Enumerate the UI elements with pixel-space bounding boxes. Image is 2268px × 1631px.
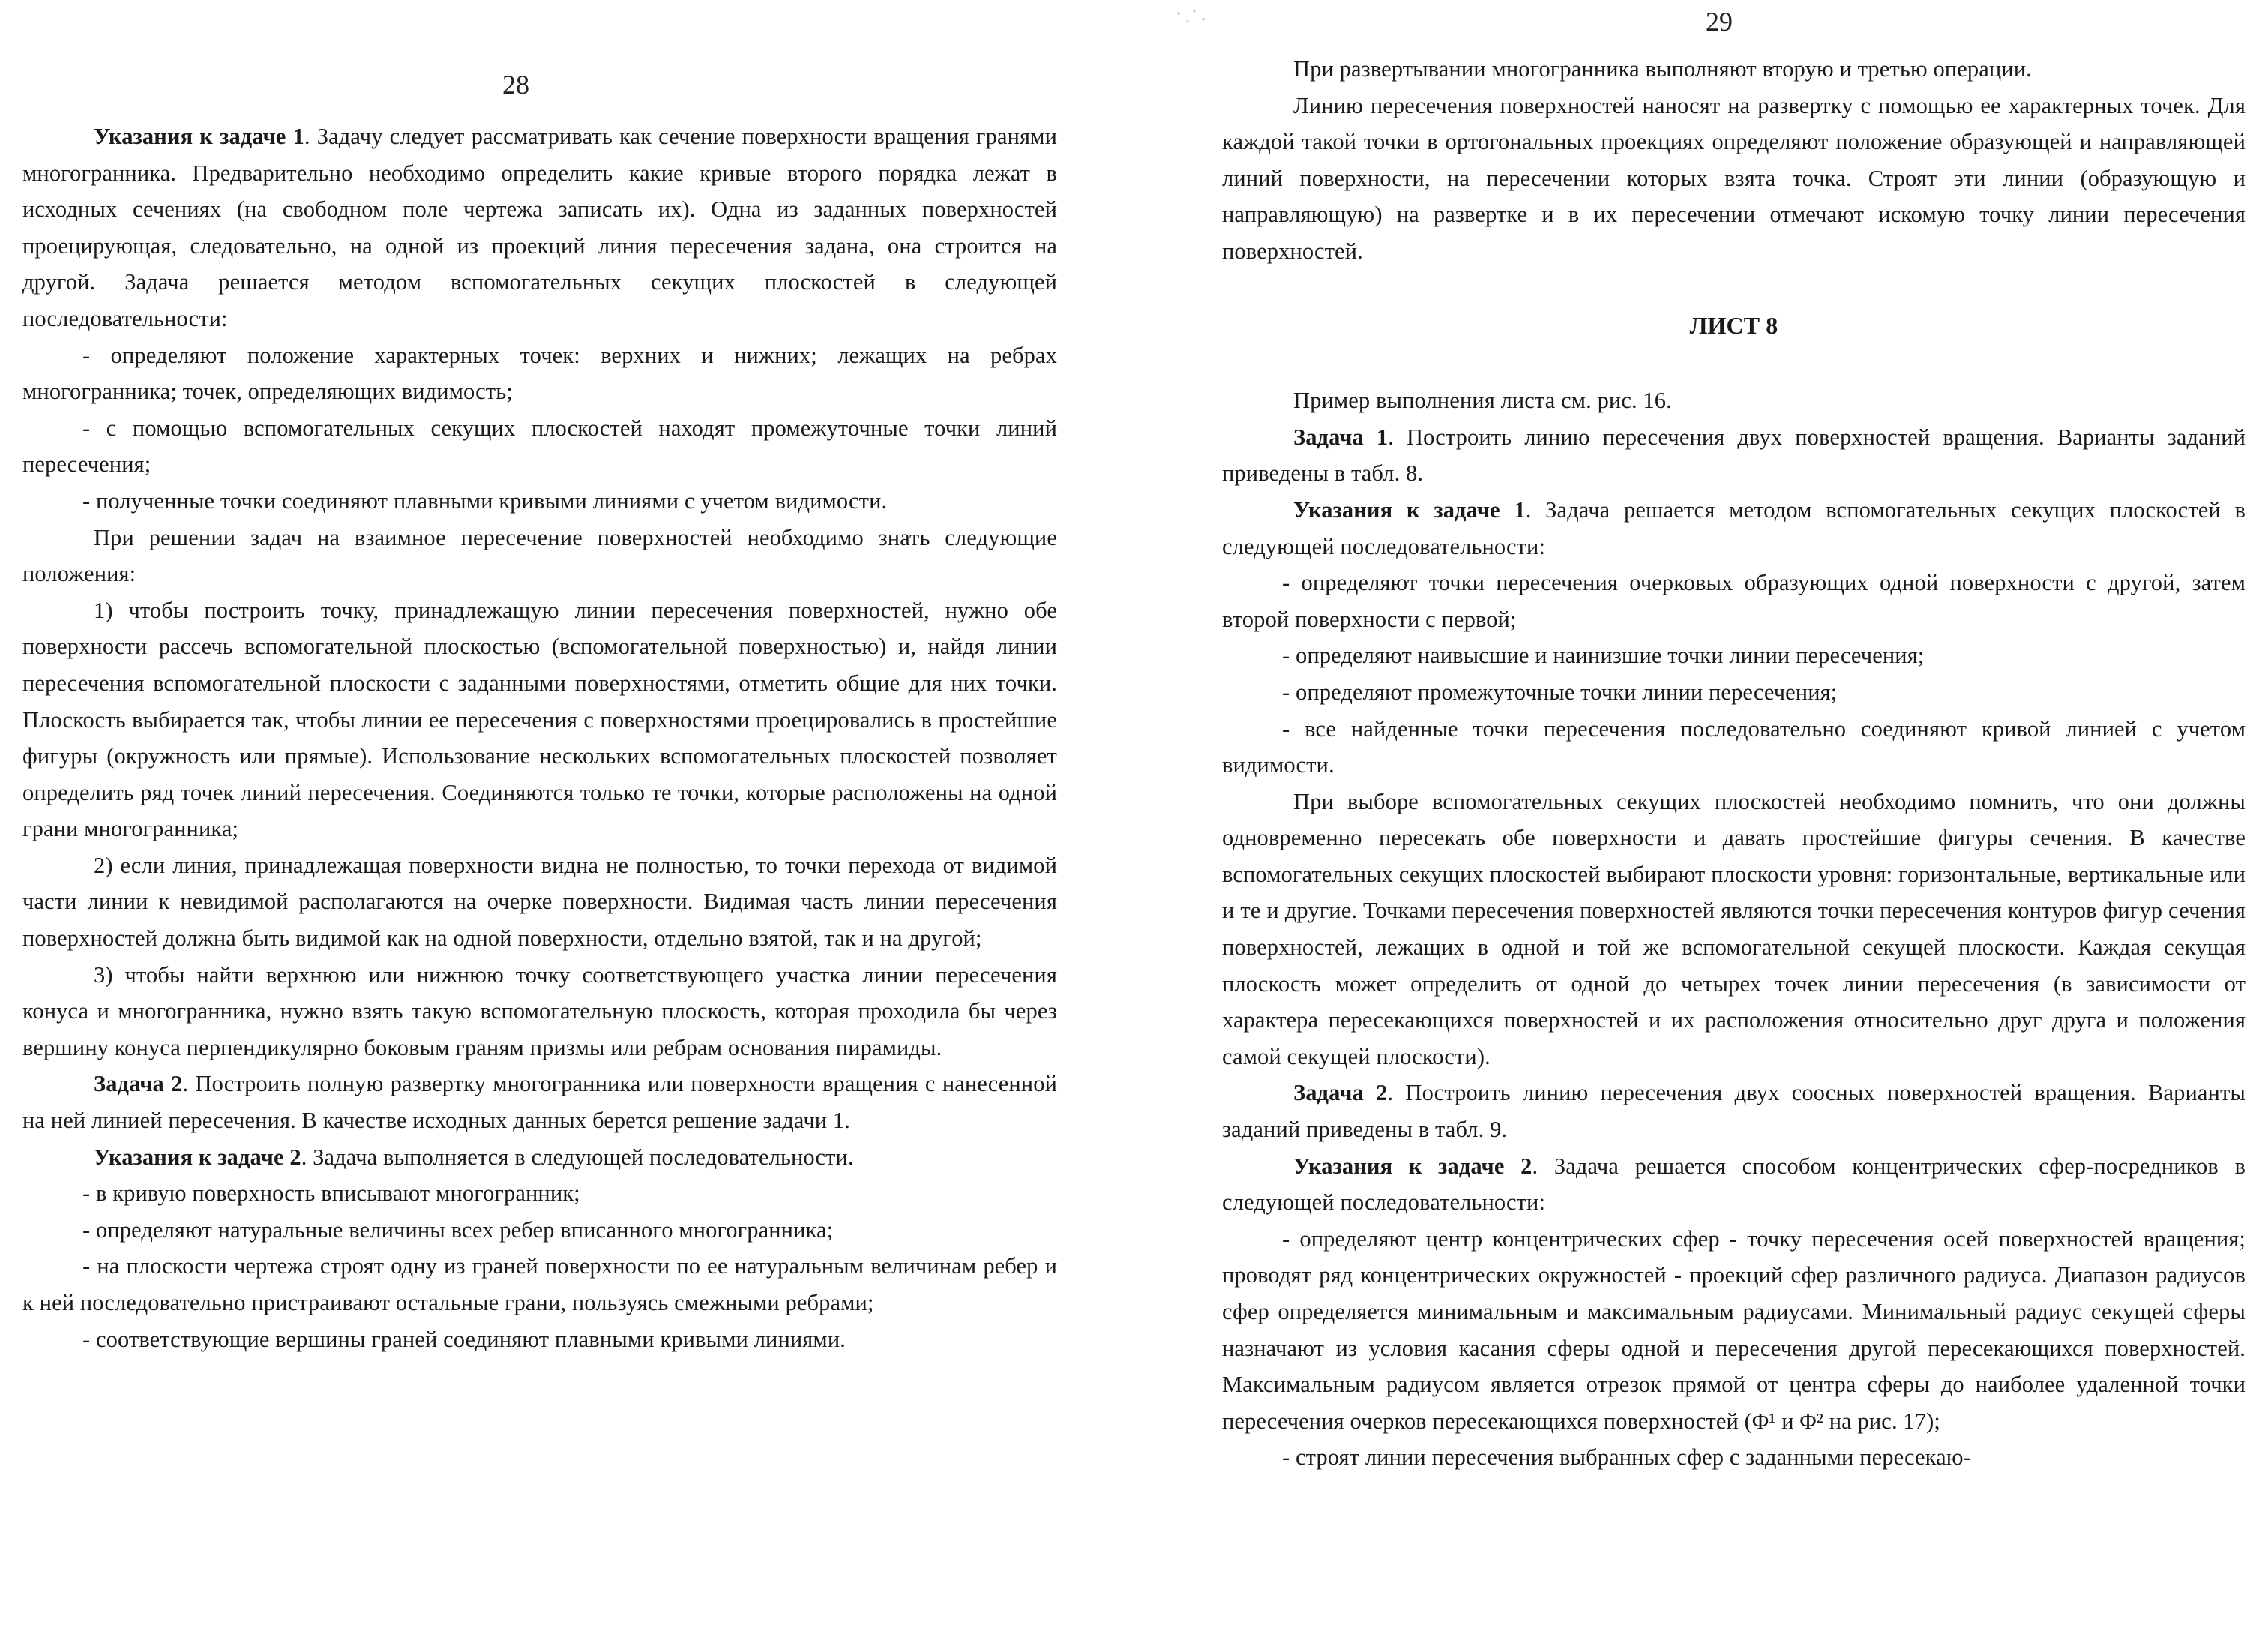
list-item: - определяют наивысшие и наинизшие точки линии пересечения; [1282,643,1925,669]
page-number-left: 28 [502,70,529,100]
list-item: - в кривую поверхность вписывают многогранник; [82,1180,580,1207]
paragraph-text: . Построить полную развертку многогранника или поверхности вращения с нанесенной на ней линией пересечения. В качестве исходных данных берется решение задачи 1. [22,1071,1057,1134]
paragraph [1222,1148,2246,1221]
bold-lead: Указания к задаче 2 [94,1144,301,1170]
paragraph [1222,1075,2246,1147]
left-page-text [22,118,1057,1357]
numbered-item: 2) если линия, принадлежащая поверхности видна не полностью, то точки перехода от видимой части линии к невидимой располагаются на очерке поверхности. Видимая часть линии пересечения поверхностей должна быть видимой как на одной поверхности, отдельно взятой, так и на другой; [22,852,1057,952]
paragraph: При выборе вспомогательных секущих плоскостей необходимо помнить, что они должны одновременно пересекать обе поверхности и давать простейшие фигуры сечения. В качестве вспомогательных секущих плоскостей выбирают плоскости уровня: горизонтальные, вертикальные или и те и другие. Точками пересечения поверхностей являются точки пересечения контуров фигур сечения поверхностей, лежащих в одной и той же вспомогательной секущей плоскости. Каждая секущая плоскость может определить от одной до четырех точек линии пересечения (в зависимости от характера пересекающихся поверхностей и их расположения относительно друг друга и положения самой секущей плоскости). [1222,788,2246,1069]
paragraph-text: . Задача решается методом вспомогательных секущих плоскостей в следующей последовательности: [1222,496,2246,559]
paragraph [1222,492,2246,565]
paragraph [1222,419,2246,492]
paragraph [22,1066,1057,1138]
paragraph-text: . Задачу следует рассматривать как сечение поверхности вращения гранями многогранника. Предварительно необходимо определить какие кривые второго порядка лежат в исходных сечениях (на свободном поле чертежа записать их). Одна из заданных поверхностей проецирующая, следовательно, на одной из проекций линия пересечения задана, она строится на другой. Задача решается методом вспомогательных секущих плоскостей в следующей последовательности: [22,124,1057,331]
paragraph [22,118,1057,337]
list-item: - строят линии пересечения выбранных сфер с заданными пересекаю- [1282,1444,1971,1471]
page-number-right: 29 [1706,7,1733,37]
scan-speckle [1170,4,1215,27]
paragraph: Пример выполнения листа см. рис. 16. [1293,388,1672,414]
list-item: - полученные точки соединяют плавными кривыми линиями с учетом видимости. [82,487,888,514]
paragraph: При решении задач на взаимное пересечение поверхностей необходимо знать следующие положения: [22,524,1057,587]
list-item: - с помощью вспомогательных секущих плоскостей находят промежуточные точки линий пересечения; [22,415,1057,478]
bold-lead: Указания к задаче 1 [94,124,304,149]
list-item: - определяют точки пересечения очерковых образующих одной поверхности с другой, затем второй поверхности с первой; [1222,570,2246,632]
paragraph-text: . Задача выполняется в следующей последовательности. [301,1144,854,1170]
numbered-item: 3) чтобы найти верхнюю или нижнюю точку соответствующего участка линии пересечения конуса и многогранника, нужно взять такую вспомогательную плоскость, которая проходила бы через вершину конуса перпендикулярно боковым граням призмы или ребрам основания пирамиды. [22,961,1057,1060]
list-item: - определяют положение характерных точек: верхних и нижних; лежащих на ребрах многогранника; точек, определяющих видимость; [22,342,1057,405]
bold-lead: Указания к задаче 1 [1293,496,1526,523]
list-item: - соответствующие вершины граней соединяют плавными кривыми линиями. [82,1326,846,1352]
sheet-heading: ЛИСТ 8 [1689,311,1778,339]
list-item: - определяют натуральные величины всех ребер вписанного многогранника; [82,1216,834,1243]
paragraph: Линию пересечения поверхностей наносят на развертку с помощью ее характерных точек. Для каждой такой точки в ортогональных проекциях определяют положение образующей и направляющей линий поверхности, на пересечении которых взята точка. Строят эти линии (образующую и направляющую) на развертке и в их пересечении отмечают искомую точку линии пересечения поверхностей. [1222,92,2246,264]
bold-lead: Задача 2 [1293,1080,1388,1106]
paragraph: При развертывании многогранника выполняют вторую и третью операции. [1293,56,2032,82]
paragraph-text: . Задача решается способом концентрических сфер-посредников в следующей последовательности: [1222,1153,2246,1216]
list-item: - все найденные точки пересечения последовательно соединяют кривой линией с учетом видимости. [1222,715,2246,778]
right-page-text [1222,51,2246,1476]
bold-lead: Задача 1 [1293,424,1389,450]
bold-lead: Задача 2 [94,1071,183,1097]
list-item: - определяют промежуточные точки линии пересечения; [1282,679,1838,705]
paragraph-text: . Построить линию пересечения двух поверхностей вращения. Варианты заданий приведены в табл. 8. [1222,424,2246,487]
numbered-item: 1) чтобы построить точку, принадлежащую линии пересечения поверхностей, нужно обе поверхности рассечь вспомогательной плоскостью (вспомогательной поверхностью) и, найдя линии пересечения вспомогательной плоскости с заданными поверхностями, отметить общие для них точки. Плоскость выбирается так, чтобы линии ее пересечения с поверхностями проецировались в простейшие фигуры (окружность или прямые). Использование нескольких вспомогательных плоскостей позволяет определить ряд точек линий пересечения. Соединяются только те точки, которые расположены на одной грани многогранника; [22,597,1057,842]
list-item: - определяют центр концентрических сфер - точку пересечения осей поверхностей вращения; проводят ряд концентрических окружностей - проекций сфер различного радиуса. Диапазон радиусов сфер определяется минимальным и максимальным радиусами. Минимальный радиус секущей сферы назначают из условия касания сферы одной и пересечения другой пересекающихся поверхностей. Максимальным радиусом является отрезок прямой от центра сферы до наиболее удаленной точки пересечения очерков пересекающихся поверхностей (Φ¹ и Φ² на рис. 17); [1222,1225,2246,1434]
bold-lead: Указания к задаче 2 [1293,1153,1532,1179]
list-item: - на плоскости чертежа строят одну из граней поверхности по ее натуральным величинам ребер и к ней последовательно пристраивают остальные грани, пользуясь смежными ребрами; [22,1253,1057,1315]
paragraph [22,1139,1057,1176]
paragraph-text: . Построить линию пересечения двух соосных поверхностей вращения. Варианты заданий приведены в табл. 9. [1222,1080,2246,1143]
